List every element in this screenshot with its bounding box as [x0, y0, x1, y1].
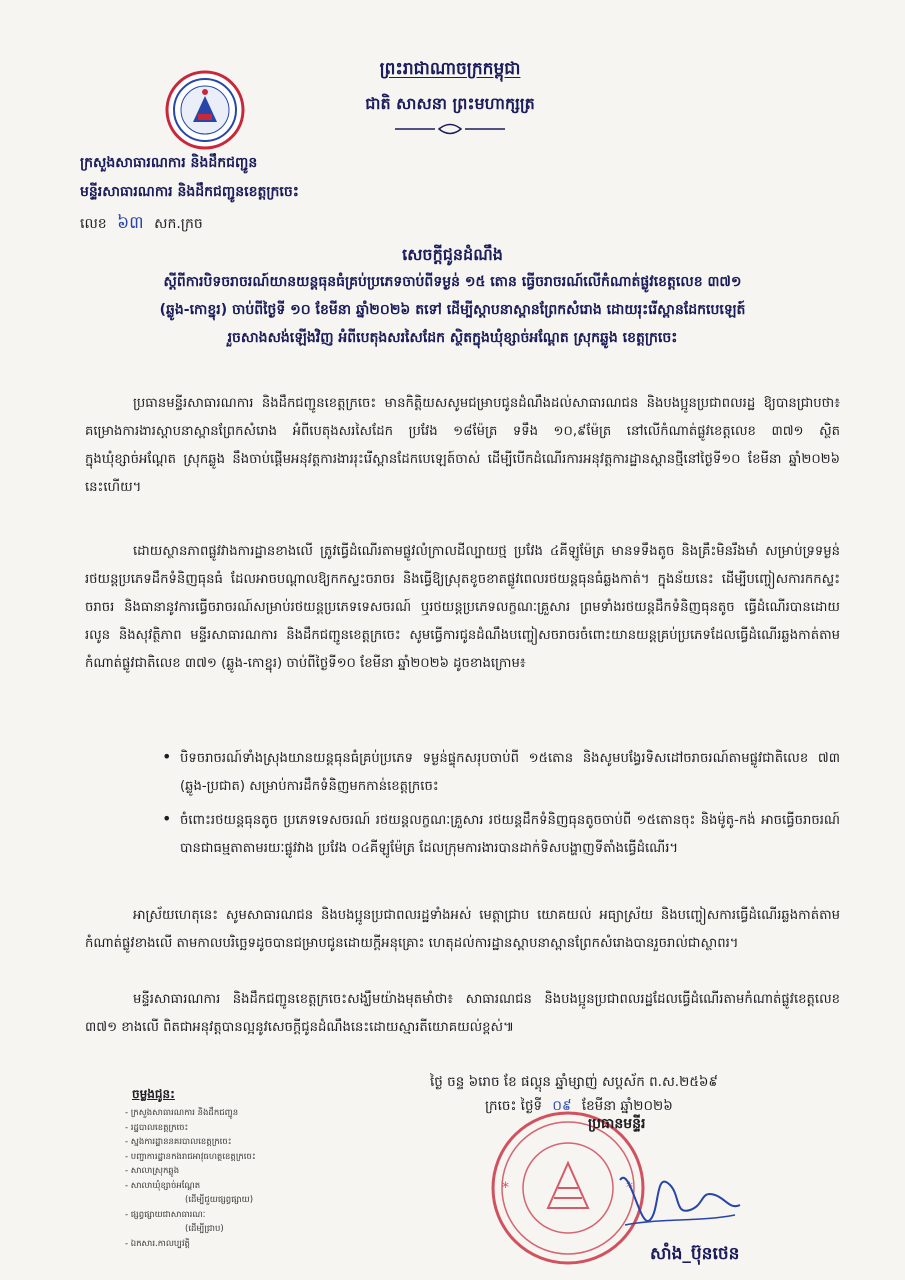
- signer-name: សាំង_ប៊ុនថេន: [650, 1244, 740, 1264]
- copy-to-title: ចម្លងជូន:: [132, 1087, 175, 1101]
- subject-line: (ឆ្លូង-កោខ្នុរ) ចាប់ពីថ្ងៃទី ១០ ខែមីនា ឆ្នាំ២០២៦ តទៅ ដើម្បីស្តាបនាស្ពានព្រែកសំរោង ដោយរុះរើស្ពានដែកបេឡេត៍: [159, 302, 746, 318]
- bullet-item-2: ចំពោះរថយន្តធុនតូច ប្រភេទទេសចរណ៍ រថយន្តលក្ខណៈគ្រួសារ រថយន្តដឹកទំនិញធុនតូចចាប់ពី ១៥តោនចុះ និងម៉ូតូ-កង់ អាចធ្វើចរាចរណ៍បានជាធម្មតាតាមរយៈផ្លូវវាង ប្រវែង ០៤គីឡូម៉ែត្រ ដែលក្រុមការងារបានដាក់ទិសបង្ហាញទីតាំងធ្វើដំណើរ។: [180, 813, 840, 856]
- signer-title: ប្រធានមន្ទីរ: [588, 1116, 646, 1132]
- svg-text:*: *: [502, 1180, 509, 1196]
- motto-ornament: [395, 122, 505, 136]
- department-name: មន្ទីរសាធារណការ និងដឹកជញ្ជូនខេត្តក្រចេះ: [80, 184, 299, 200]
- subject-line: ស្តីពីការបិទចរាចរណ៍យានយន្តធុនធំគ្រប់ប្រភេទចាប់ពីទម្ងន់ ១៥ តោន ធ្វើចរាចរណ៍លើកំណាត់ផ្លូវខេត្តលេខ ៣៧១: [163, 274, 742, 290]
- recipient-item: - រដ្ឋបាលខេត្តក្រចេះ: [125, 1122, 189, 1133]
- recipient-note: (ដើម្បីជ្រាប): [185, 1224, 224, 1234]
- bullet-marker: •: [162, 747, 172, 766]
- solar-date-suffix: ខែមីនា ឆ្នាំ២០២៦: [581, 1098, 673, 1114]
- recipient-item: - បញ្ជាការដ្ឋានកងរាជអាវុធហត្ថខេត្តក្រចេះ: [125, 1151, 256, 1162]
- solar-date-day: ០៩: [552, 1098, 572, 1114]
- national-motto: ជាតិ សាសនា ព្រះមហាក្សត្រ: [365, 94, 535, 113]
- recipient-item: - ផ្សព្វផ្សាយជាសាធារណៈ: [125, 1209, 206, 1220]
- handwritten-signature: [600, 1160, 750, 1240]
- recipient-item: - ឯកសារ.កាលប្បវត្តិ: [125, 1238, 190, 1249]
- bullet-marker: •: [162, 809, 172, 828]
- recipient-item: - ក្រសួងសាធារណការ និងដឹកជញ្ជូន: [125, 1108, 239, 1118]
- body-paragraph-1: ប្រធានមន្ទីរសាធារណការ និងដឹកជញ្ជូនខេត្តក្រចេះ មានកិត្តិយសសូមជម្រាបជូនដំណឹងដល់សាធារណជន និងបងប្អូនប្រជាពលរដ្ឋ ឱ្យបានជ្រាបថា៖ គម្រោងការងារស្តាបនាស្ពានព្រែកសំរោង អំពីបេតុងសរសៃដែក ប្រវែង ១៨ម៉ែត្រ ទទឹង ១០,៩ម៉ែត្រ នៅលើកំណាត់ផ្លូវខេត្តលេខ ៣៧១ ស្ថិតក្នុងឃុំខ្សាច់អណ្តែត ស្រុកឆ្លូង នឹងចាប់ផ្តើមអនុវត្តការងាររុះរើស្ពានដែកបេឡេត៍ចាស់ ដើម្បីបើកដំណើរការអនុវត្តការដ្ឋានស្ពានថ្មីនៅថ្ងៃទី១០ ខែមីនា ឆ្នាំ២០២៦ នេះហើយ។: [85, 396, 840, 495]
- recipient-item: - សាលាស្រុកឆ្លូង: [125, 1166, 180, 1176]
- body-paragraph-3: អាស្រ័យហេតុនេះ សូមសាធារណជន និងបងប្អូនប្រជាពលរដ្ឋទាំងអស់ មេត្តាជ្រាប យោគយល់ អធ្យាស្រ័យ និងបញ្ចៀសការធ្វើដំណើរឆ្លងកាត់តាមកំណាត់ផ្លូវខាងលើ តាមកាលបរិច្ឆេទដូចបានជម្រាបជូនដោយក្តីអនុគ្រោះ ហេតុដល់ការដ្ឋានស្តាបនាស្ពានព្រែកសំរោងបានរួចរាល់ជាស្ថាពរ។: [85, 908, 840, 951]
- notice-title: សេចក្តីជូនដំណឹង: [402, 245, 503, 264]
- ministry-name: ក្រសួងសាធារណការ និងដឹកជញ្ជូន: [80, 155, 258, 171]
- bullet-item-1: បិទចរាចរណ៍ទាំងស្រុងយានយន្តធុនធំគ្រប់ប្រភេទ ទម្ងន់ផ្ទុកសរុបចាប់ពី ១៥តោន និងសូមបង្វែរទិសដៅចរាចរណ៍តាមផ្លូវជាតិលេខ ៧៣ (ឆ្លូង-ប្រជាត) សម្រាប់ការដឹកទំនិញមកកាន់ខេត្តក្រចេះ: [180, 751, 840, 794]
- subject-line: រួចសាងសង់ឡើងវិញ អំពីបេតុងសរសៃដែក ស្ថិតក្នុងឃុំខ្សាច់អណ្តែត ស្រុកឆ្លូង ខេត្តក្រចេះ: [227, 330, 678, 346]
- ministry-logo: [165, 70, 245, 150]
- ref-prefix: លេខ: [80, 216, 107, 232]
- kingdom-heading: ព្រះរាជាណាចក្រកម្ពុជា: [379, 59, 521, 79]
- svg-text:*: *: [626, 1180, 633, 1196]
- copy-to-list: [125, 1106, 256, 1251]
- notice-subject: [80, 268, 825, 352]
- recipient-note: (ដើម្បីជួយផ្សព្វផ្សាយ): [185, 1195, 254, 1205]
- ref-number-handwritten: ៦៣: [117, 213, 144, 233]
- recipient-item: - ស្នងការដ្ឋាននគរបាលខេត្តក្រចេះ: [125, 1137, 232, 1147]
- body-paragraph-2: ដោយស្ថានភាពផ្លូវវាងការដ្ឋានខាងលើ ត្រូវធ្វើដំណើរតាមផ្លូវលំក្រាលដីល្បាយថ្ម ប្រវែង ៤គីឡូម៉ែត្រ មានទទឹងតូច និងគ្រឹះមិនរឹងមាំ សម្រាប់ទ្រទម្ងន់រថយន្តប្រភេទដឹកទំនិញធុនធំ ដែលអាចបណ្តាលឱ្យកកស្ទះចរាចរ និងធ្វើឱ្យស្រុតខូចខាតផ្លូវពេលរថយន្តធុនធំឆ្លងកាត់។ ក្នុងន័យនេះ ដើម្បីបញ្ចៀសការកកស្ទះចរាចរ និងធានានូវការធ្វើចរាចរណ៍សម្រាប់រថយន្តប្រភេទទេសចរណ៍ ឬរថយន្តប្រភេទលក្ខណៈគ្រួសារ ព្រមទាំងរថយន្តដឹកទំនិញធុនតូច ធ្វើដំណើរបានដោយរលូន និងសុវត្ថិភាព មន្ទីរសាធារណការ និងដឹកជញ្ជូនខេត្តក្រចេះ សូមធ្វើការជូនដំណឹងបញ្ចៀសចរាចរចំពោះយានយន្តគ្រប់ប្រភេទដែលធ្វើដំណើរឆ្លងកាត់តាមកំណាត់ផ្លូវជាតិលេខ ៣៧១ (ឆ្លូង-កោខ្នុរ) ចាប់ពីថ្ងៃទី១០ ខែមីនា ឆ្នាំ២០២៦ ដូចខាងក្រោម៖: [85, 544, 840, 671]
- reference-number: [80, 212, 203, 237]
- body-paragraph-4: មន្ទីរសាធារណការ និងដឹកជញ្ជូនខេត្តក្រចេះសង្ឃឹមយ៉ាងមុតមាំថា៖ សាធារណជន និងបងប្អូនប្រជាពលរដ្ឋដែលធ្វើដំណើរតាមកំណាត់ផ្លូវខេត្តលេខ ៣៧១ ខាងលើ ពិតជាអនុវត្តបានល្អនូវសេចក្តីជូនដំណឹងនេះដោយស្មារតីយោគយល់ខ្ពស់៕: [85, 992, 840, 1035]
- solar-date-prefix: ក្រចេះ ថ្ងៃទី: [485, 1098, 543, 1114]
- recipient-item: - សាលាឃុំខ្សាច់អណ្តែត: [125, 1180, 201, 1191]
- lunar-date: ថ្ងៃ ចន្ទ ៦រោច ខែ ផល្គុន ឆ្នាំម្សាញ់ សប្តស័ក ព.ស.២៥៦៩: [430, 1074, 718, 1090]
- ref-suffix: សក.ក្រច: [154, 216, 203, 232]
